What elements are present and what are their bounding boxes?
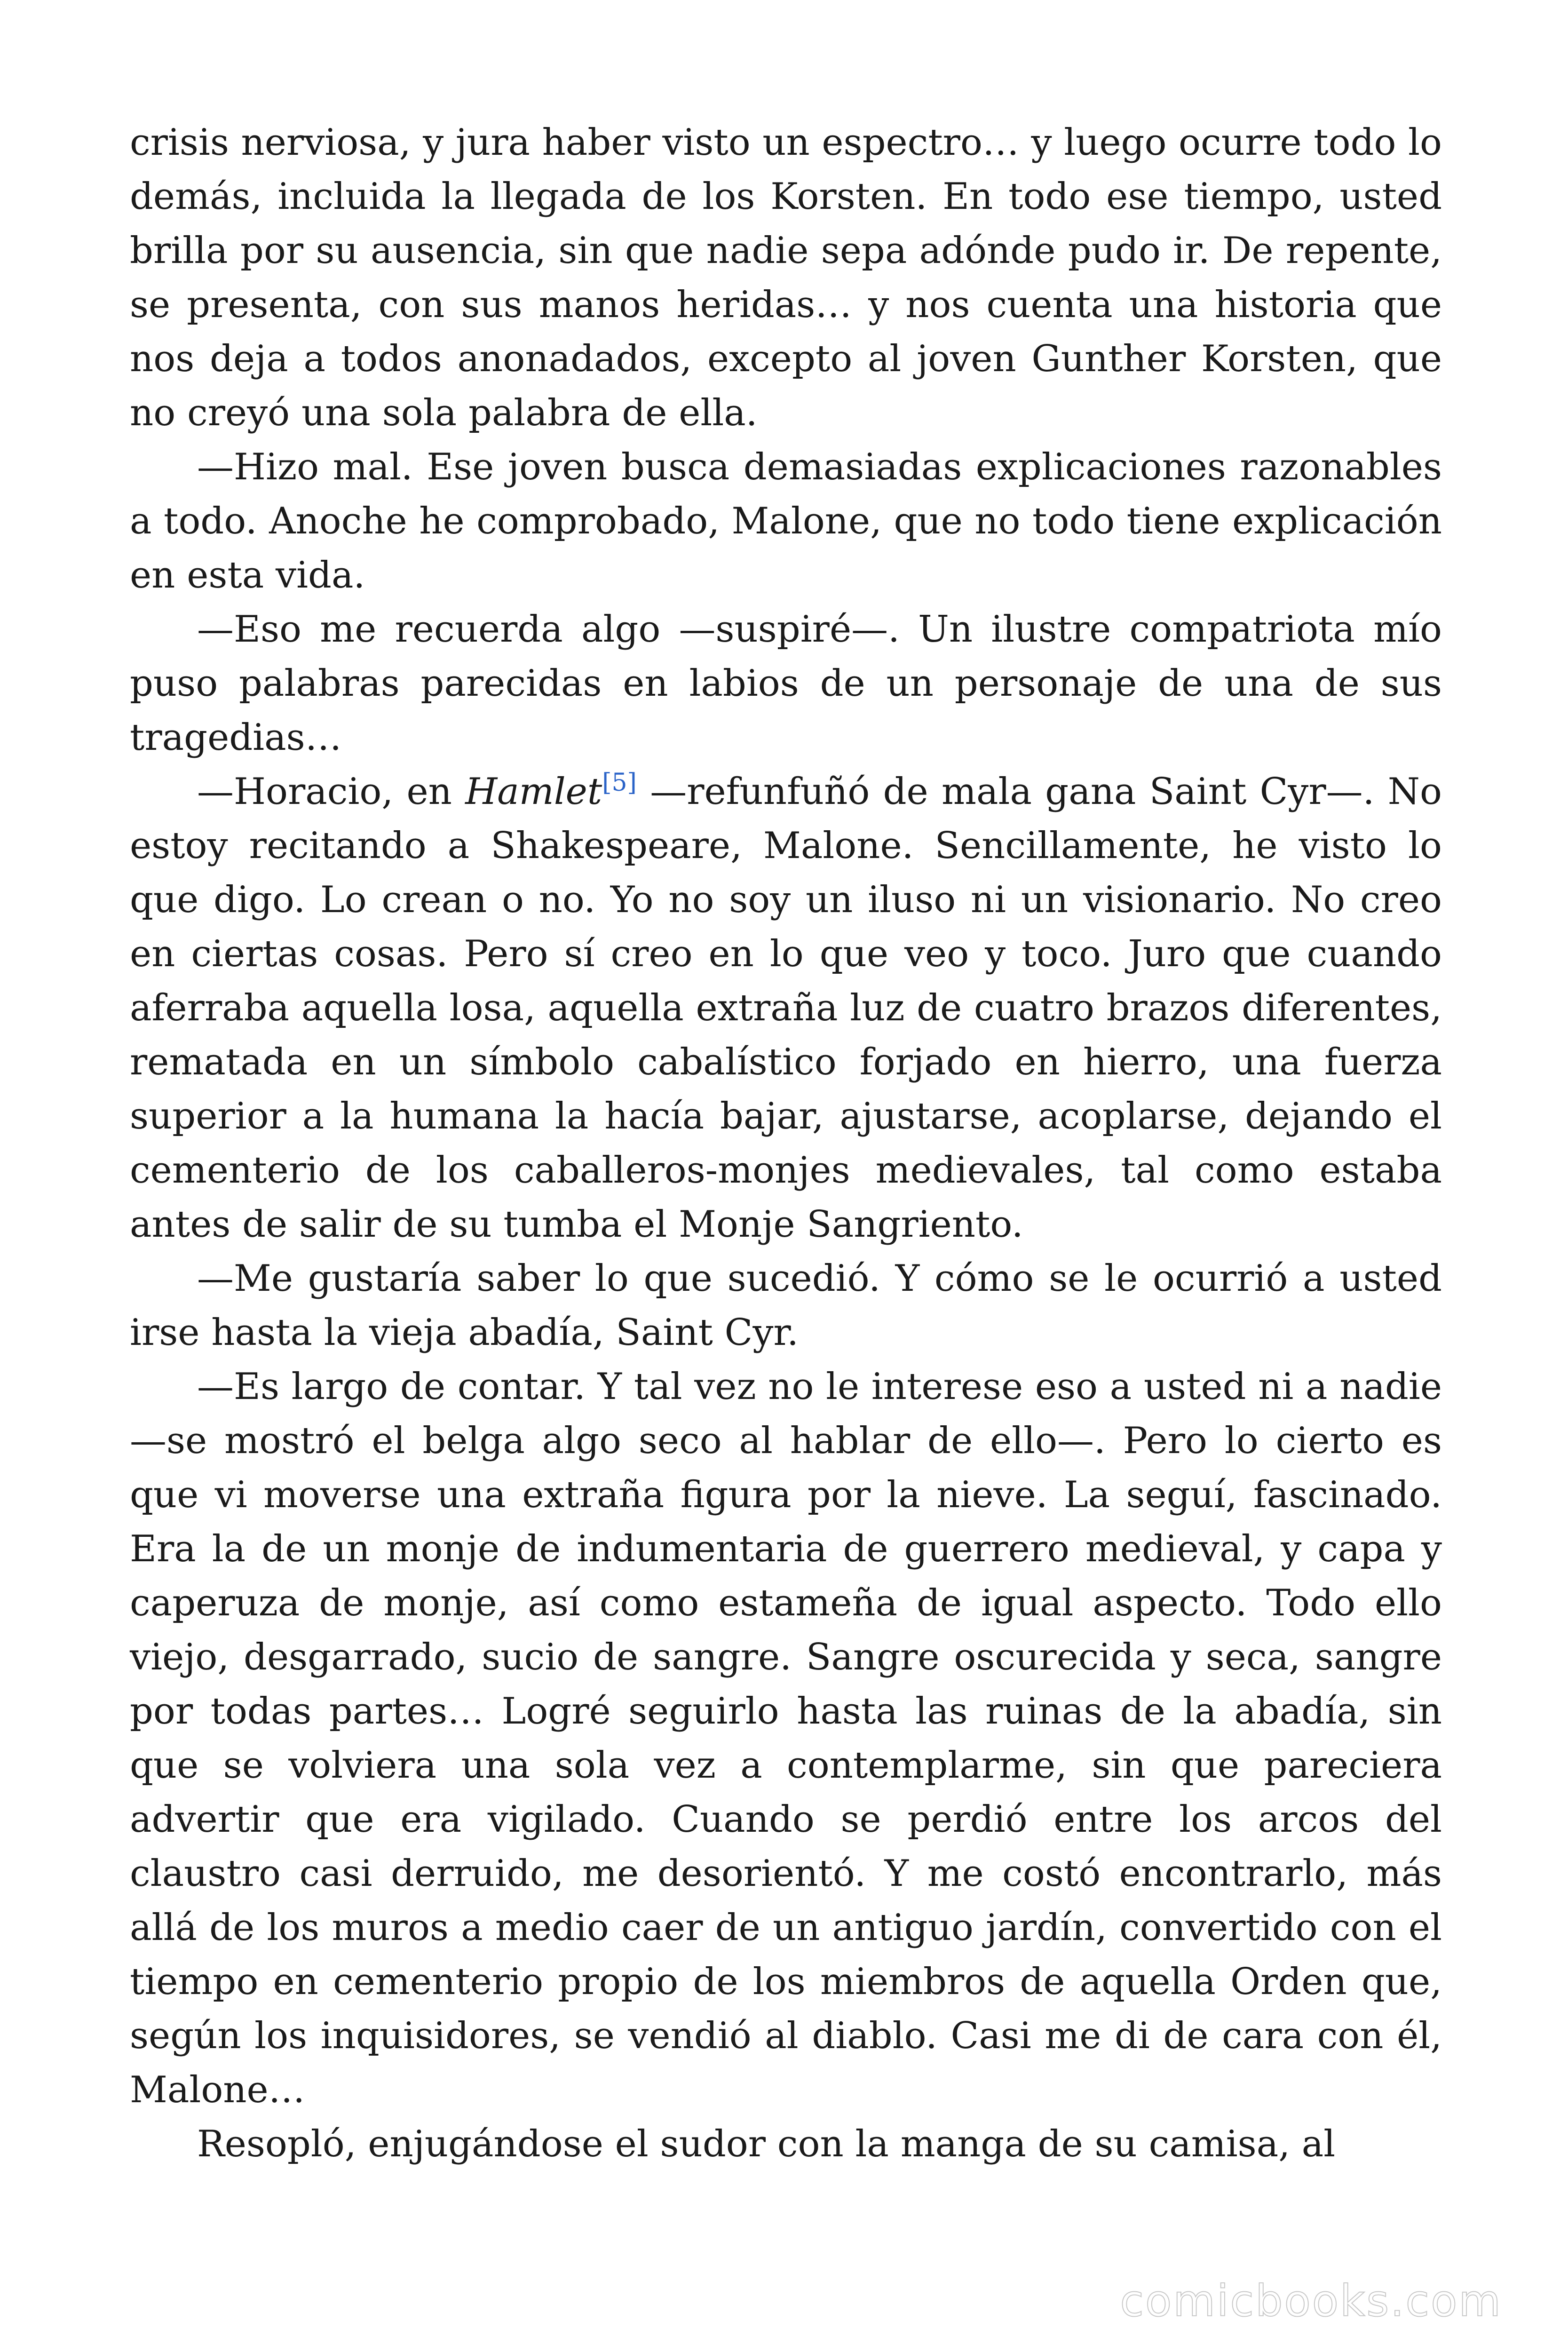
paragraph-continuation: crisis nerviosa, y jura haber visto un espectro… y luego ocurre todo lo demás, incluida la llegada de los Korsten. En todo ese tiempo, usted brilla por su ausencia, sin que nadie sepa adónde pudo ir. De repente, se presenta, con sus manos heridas… y nos cuenta una historia que nos deja a todos anonadados, excepto al joven Gunther Korsten, que no creyó una sola palabra de ella. bbox=[130, 121, 1442, 434]
italic-title: Hamlet bbox=[465, 771, 602, 813]
paragraph-dialogue-5: —Es largo de contar. Y tal vez no le interese eso a usted ni a nadie —se mostró el belga algo seco al hablar de ello—. Pero lo cierto es que vi moverse una extraña figura por la nieve. La seguí, fascinado. Era la de un monje de indumentaria de guerrero medieval, y capa y caperuza de monje, así como estameña de igual aspecto. Todo ello viejo, desgarrado, sucio de sangre. Sangre oscurecida y seca, sangre por todas partes… Logré seguirlo hasta las ruinas de la abadía, sin que se volviera una sola vez a contemplarme, sin que pareciera advertir que era vigilado. Cuando se perdió entre los arcos del claustro casi derruido, me desorientó. Y me costó encontrarlo, más allá de los muros a medio caer de un antiguo jardín, convertido con el tiempo en cementerio propio de los miembros de aquella Orden que, según los inquisidores, se vendió al diablo. Casi me di de cara con él, Malone… bbox=[130, 1366, 1442, 2111]
paragraph-dialogue-2: —Eso me recuerda algo —suspiré—. Un ilustre compatriota mío puso palabras parecidas en labios de un personaje de una de sus tragedias… bbox=[130, 608, 1442, 759]
page-body bbox=[130, 116, 1442, 2171]
paragraph-text: —Horacio, en bbox=[197, 771, 466, 813]
paragraph-narration: Resopló, enjugándose el sudor con la manga de su camisa, al bbox=[197, 2123, 1336, 2165]
paragraph-text: —refunfuñó de mala gana Saint Cyr—. No estoy recitando a Shakespeare, Malone. Sencillamente, he visto lo que digo. Lo crean o no. Yo no soy un iluso ni un visionario. No creo en ciertas cosas. Pero sí creo en lo que veo y toco. Juro que cuando aferraba aquella losa, aquella extraña luz de cuatro brazos diferentes, rematada en un símbolo cabalístico forjado en hierro, una fuerza superior a la humana la hacía bajar, ajustarse, acoplarse, dejando el cementerio de los caballeros-monjes medievales, tal como estaba antes de salir de su tumba el Monje Sangriento. bbox=[130, 771, 1442, 1246]
footnote-link[interactable]: [5] bbox=[602, 769, 637, 797]
paragraph-dialogue-1: —Hizo mal. Ese joven busca demasiadas explicaciones razonables a todo. Anoche he comprobado, Malone, que no todo tiene explicación en esta vida. bbox=[130, 446, 1442, 596]
watermark: comicbooks.com bbox=[1120, 2276, 1502, 2326]
paragraph-dialogue-3 bbox=[130, 765, 1442, 1252]
paragraph-dialogue-4: —Me gustaría saber lo que sucedió. Y cómo se le ocurrió a usted irse hasta la vieja abadía, Saint Cyr. bbox=[130, 1257, 1442, 1354]
